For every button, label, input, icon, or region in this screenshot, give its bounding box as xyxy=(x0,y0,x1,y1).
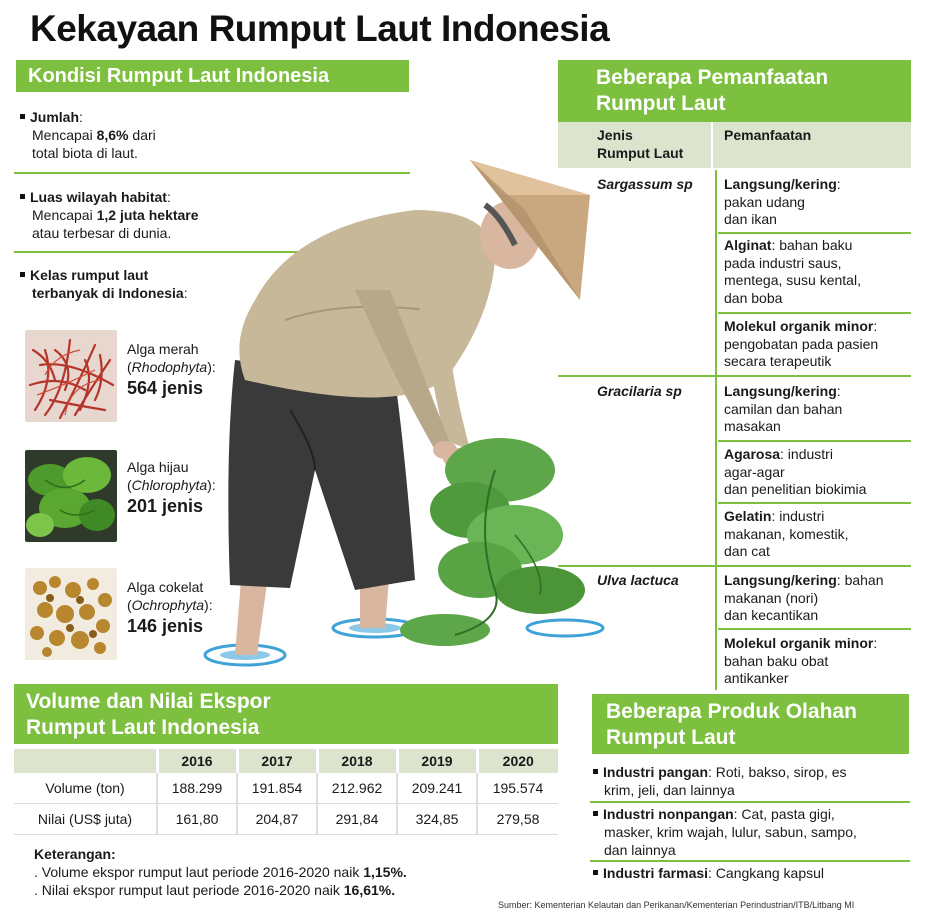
use-text: dan cat xyxy=(724,543,770,559)
use-text: antikanker xyxy=(724,670,789,686)
use-text: makanan (nori) xyxy=(724,589,819,606)
use-text: dan kecantikan xyxy=(724,607,819,623)
row-divider xyxy=(718,232,911,234)
note-text: . Volume ekspor rumput laut periode 2016-2020 naik xyxy=(34,864,364,880)
use-text: dan penelitian biokimia xyxy=(724,481,867,497)
jumlah-label: Jumlah xyxy=(30,109,80,125)
jumlah-text-post: dari xyxy=(128,127,156,143)
use-label: Langsung/kering xyxy=(724,383,837,399)
table-header-cell: 2020 xyxy=(477,749,558,773)
use-item xyxy=(724,572,884,625)
use-item xyxy=(724,508,849,561)
table-cell: 212.962 xyxy=(317,773,397,804)
heading-line: Rumput Laut xyxy=(606,726,736,749)
produk-text: dan lainnya xyxy=(604,842,676,858)
row-divider xyxy=(558,375,911,377)
use-text: secara terapeutik xyxy=(724,353,832,369)
use-label: Gelatin xyxy=(724,508,772,524)
bullet-square xyxy=(593,870,598,875)
row-label: Volume (ton) xyxy=(14,773,157,804)
jumlah-text: Mencapai xyxy=(32,127,97,143)
col-header-line: Rumput Laut xyxy=(597,144,684,161)
heading-line: Beberapa Pemanfaatan xyxy=(596,66,829,89)
page-title: Kekayaan Rumput Laut Indonesia xyxy=(30,8,610,49)
luas-label: Luas wilayah habitat xyxy=(30,189,167,205)
alga-name: Alga hijau xyxy=(127,459,189,475)
use-text: : industri xyxy=(771,508,825,524)
kelas-label-line1: Kelas rumput laut xyxy=(30,267,149,283)
use-item xyxy=(724,383,842,436)
produk-item xyxy=(593,805,913,859)
alga-name: Alga merah xyxy=(127,341,199,357)
source-credit: Sumber: Kementerian Kelautan dan Perikanan/Kementerian Perindustrian/ITB/Litbang MI xyxy=(498,900,855,910)
use-label: Alginat xyxy=(724,237,772,253)
produk-label: Industri pangan xyxy=(603,764,708,780)
table-cell: 204,87 xyxy=(237,804,317,835)
produk-text: : Cat, pasta gigi, xyxy=(733,806,835,822)
use-label: Langsung/kering xyxy=(724,176,837,192)
table-cell: 161,80 xyxy=(157,804,237,835)
alga-merah-info: Alga merah (Rhodophyta): 564 jenis xyxy=(127,341,216,398)
column-divider xyxy=(715,170,717,690)
use-item xyxy=(724,237,861,307)
alga-count: 201 jenis xyxy=(127,496,204,516)
alga-merah-photo xyxy=(25,330,117,422)
use-text: : bahan baku xyxy=(771,237,853,253)
table-cell: 195.574 xyxy=(477,773,558,804)
table-header-row xyxy=(14,749,558,773)
use-text: masakan xyxy=(724,418,781,434)
note-text: . Nilai ekspor rumput laut periode 2016-2020 naik xyxy=(34,882,344,898)
kondisi-heading: Kondisi Rumput Laut Indonesia xyxy=(16,60,409,92)
heading-line: Beberapa Produk Olahan xyxy=(606,700,857,723)
bullet-square xyxy=(20,114,25,119)
use-text: mentega, susu kental, xyxy=(724,272,861,288)
species-ulva: Ulva lactuca xyxy=(597,572,679,588)
keterangan-label: Keterangan xyxy=(34,846,112,862)
use-text: : xyxy=(836,383,841,399)
jumlah-block: Jumlah: Mencapai 8,6% dari total biota di laut. xyxy=(20,108,360,162)
pemanfaatan-heading xyxy=(558,60,911,122)
use-text: pakan udang xyxy=(724,193,805,210)
alga-latin: Ochrophyta xyxy=(131,597,205,613)
heading-line: Volume dan Nilai Ekspor xyxy=(26,690,271,713)
use-text: agar-agar xyxy=(724,463,785,480)
row-divider xyxy=(558,565,911,567)
table-cell: 279,58 xyxy=(477,804,558,835)
note-value: 16,61% xyxy=(343,882,392,898)
produk-text: : Roti, bakso, sirop, es xyxy=(708,764,847,780)
bullet-square xyxy=(20,272,25,277)
heading-line: Rumput Laut xyxy=(596,92,726,115)
table-header-cell xyxy=(14,749,157,773)
row-divider xyxy=(718,628,911,630)
row-divider xyxy=(718,440,911,442)
table-cell: 209.241 xyxy=(397,773,477,804)
alga-cokelat-photo xyxy=(25,568,117,660)
use-item xyxy=(724,176,841,229)
use-label: Agarosa xyxy=(724,446,781,462)
produk-heading xyxy=(592,694,909,754)
table-row xyxy=(14,773,558,804)
heading-line: Rumput Laut Indonesia xyxy=(26,716,260,739)
ekspor-table xyxy=(14,749,558,835)
use-text: pada industri saus, xyxy=(724,254,842,271)
alga-cokelat-info: Alga cokelat (Ochrophyta): 146 jenis xyxy=(127,579,213,636)
bullet-square xyxy=(593,769,598,774)
produk-label: Industri nonpangan xyxy=(603,806,734,822)
row-divider xyxy=(718,502,911,504)
bullet-square xyxy=(20,194,25,199)
use-item xyxy=(724,446,866,499)
jumlah-line2: total biota di laut. xyxy=(32,145,138,161)
table-header-cell: 2018 xyxy=(317,749,397,773)
table-header-cell: 2016 xyxy=(157,749,237,773)
use-text: makanan, komestik, xyxy=(724,525,849,542)
col-jenis-header xyxy=(597,127,683,162)
table-row xyxy=(14,804,558,835)
farmer-illustration xyxy=(195,150,615,680)
alga-name: Alga cokelat xyxy=(127,579,204,595)
note-value: 1,15% xyxy=(363,864,403,880)
luas-value: 1,2 juta hektare xyxy=(96,207,199,223)
bullet-square xyxy=(593,811,598,816)
table-cell: 324,85 xyxy=(397,804,477,835)
seaweed-bunch xyxy=(400,438,585,646)
use-label: Molekul organik minor xyxy=(724,635,874,651)
table-cell: 291,84 xyxy=(317,804,397,835)
row-divider xyxy=(718,312,911,314)
alga-hijau-photo xyxy=(25,450,117,542)
row-label: Nilai (US$ juta) xyxy=(14,804,157,835)
produk-text: masker, krim wajah, lulur, sabun, sampo, xyxy=(604,824,857,840)
produk-label: Industri farmasi xyxy=(603,865,709,881)
alga-count: 146 jenis xyxy=(127,616,204,636)
table-header-cell: 2019 xyxy=(397,749,477,773)
alga-count: 564 jenis xyxy=(127,378,204,398)
use-text: dan boba xyxy=(724,289,783,306)
use-text: dan ikan xyxy=(724,211,777,227)
divider xyxy=(590,860,910,862)
table-cell: 191.854 xyxy=(237,773,317,804)
produk-text: : Cangkang kapsul xyxy=(708,865,824,881)
alga-hijau-info: Alga hijau (Chlorophyta): 201 jenis xyxy=(127,459,216,516)
alga-latin: Rhodophyta xyxy=(131,359,208,375)
luas-line2: atau terbesar di dunia. xyxy=(32,225,172,241)
use-text: : bahan xyxy=(836,572,884,588)
species-gracilaria: Gracilaria sp xyxy=(597,383,682,399)
col-header-line: Jenis xyxy=(597,127,633,143)
ekspor-heading xyxy=(14,684,558,744)
column-divider xyxy=(711,122,713,168)
use-text: bahan baku obat xyxy=(724,652,829,669)
produk-item xyxy=(593,864,913,882)
use-text: : industri xyxy=(780,446,833,462)
use-item xyxy=(724,318,878,371)
produk-text: krim, jeli, dan lainnya xyxy=(604,782,735,798)
use-text: : xyxy=(873,635,878,651)
use-text: camilan dan bahan xyxy=(724,400,843,417)
table-header-cell: 2017 xyxy=(237,749,317,773)
keterangan-block: Keterangan: . Volume ekspor rumput laut periode 2016-2020 naik 1,15%. . Nilai ekspor rumput laut periode 2016-2020 naik 16,61%. xyxy=(34,846,407,898)
luas-text: Mencapai xyxy=(32,207,97,223)
table-cell: 188.299 xyxy=(157,773,237,804)
luas-block: Luas wilayah habitat: Mencapai 1,2 juta hektare atau terbesar di dunia. xyxy=(20,188,360,242)
kelas-block: Kelas rumput laut terbanyak di Indonesia: xyxy=(20,266,320,302)
use-text: pengobatan pada pasien xyxy=(724,335,879,352)
use-label: Molekul organik minor xyxy=(724,318,874,334)
jumlah-value: 8,6% xyxy=(96,127,129,143)
divider xyxy=(590,801,910,803)
species-sargassum: Sargassum sp xyxy=(597,176,693,192)
kelas-label-line2: terbanyak di Indonesia xyxy=(32,285,184,301)
produk-item xyxy=(593,763,913,799)
alga-latin: Chlorophyta xyxy=(131,477,208,493)
use-text: : xyxy=(836,176,841,192)
col-pemanfaatan-header: Pemanfaatan xyxy=(724,127,812,143)
use-text: : xyxy=(873,318,878,334)
use-label: Langsung/kering xyxy=(724,572,837,588)
use-item xyxy=(724,635,877,688)
